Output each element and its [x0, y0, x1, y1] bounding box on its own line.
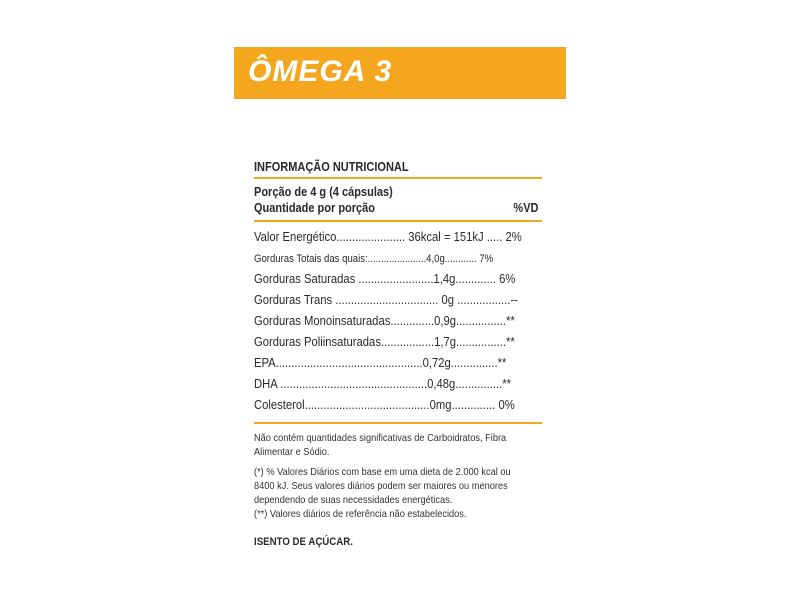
nutrient-row-dha [254, 374, 542, 395]
note-line [254, 445, 542, 459]
nutrient-row-text: DHA ...............................................0,48g...............** [254, 377, 511, 391]
nutrient-row-text: Gorduras Saturadas ........................1,4g............. 6% [254, 272, 516, 286]
footnotes [254, 424, 542, 549]
note-line [254, 493, 542, 507]
portion-block [254, 179, 542, 220]
portion-size: Porção de 4 g (4 cápsulas) [254, 185, 393, 199]
nutrient-row-text: Colesterol........................................0mg.............. 0% [254, 398, 515, 412]
quantity-label: Quantidade por porção [254, 201, 376, 215]
nutrition-panel [254, 157, 542, 549]
note-text: (**) Valores diários de referência não estabelecidos. [254, 508, 467, 520]
nutrient-row-total-fat [254, 248, 542, 269]
note-line [254, 479, 542, 493]
nutrient-row-trans-fat [254, 290, 542, 311]
nutrient-row-cholesterol [254, 395, 542, 416]
nutrient-row-text: Gorduras Totais das quais:......................4,0g............ 7% [254, 253, 494, 265]
product-banner [234, 47, 566, 99]
product-title: ÔMEGA 3 [248, 55, 393, 88]
nutrient-row-text: Gorduras Monoinsaturadas..............0,9g................** [254, 314, 515, 328]
nutrient-row-text: Gorduras Trans ................................. 0g .................-- [254, 293, 518, 307]
note-text: Alimentar e Sódio. [254, 446, 330, 458]
nutrient-row-text: Valor Energético...................... 36kcal = 151kJ ..... 2% [254, 230, 522, 244]
quantity-line [254, 200, 542, 216]
nutrient-rows [254, 222, 542, 422]
nutrient-row-epa [254, 353, 542, 374]
nutrient-row-saturated-fat [254, 269, 542, 290]
nutrient-row-polyunsaturated-fat [254, 332, 542, 353]
note-text: Não contém quantidades significativas de Carboidratos, Fibra [254, 432, 507, 444]
note-line [254, 431, 542, 445]
vd-label: %VD [512, 201, 538, 215]
nutrient-row-energy [254, 227, 542, 248]
note-line [254, 465, 542, 479]
nutrient-row-monounsaturated-fat [254, 311, 542, 332]
nutrient-row-text: Gorduras Poliinsaturadas.................1,7g................** [254, 335, 515, 349]
note-text: 8400 kJ. Seus valores diários podem ser maiores ou menores [254, 480, 508, 492]
sugar-free-label [254, 535, 542, 549]
note-line [254, 507, 542, 521]
note-text: (*) % Valores Diários com base em uma dieta de 2.000 kcal ou [254, 466, 511, 478]
portion-line [254, 184, 542, 200]
nutrient-row-text: EPA...............................................0,72g...............** [254, 356, 507, 370]
sugar-free-text: ISENTO DE AÇÚCAR. [254, 536, 353, 548]
nutrition-title: INFORMAÇÃO NUTRICIONAL [254, 160, 409, 174]
note-text: dependendo de suas necessidades energéticas. [254, 494, 453, 506]
